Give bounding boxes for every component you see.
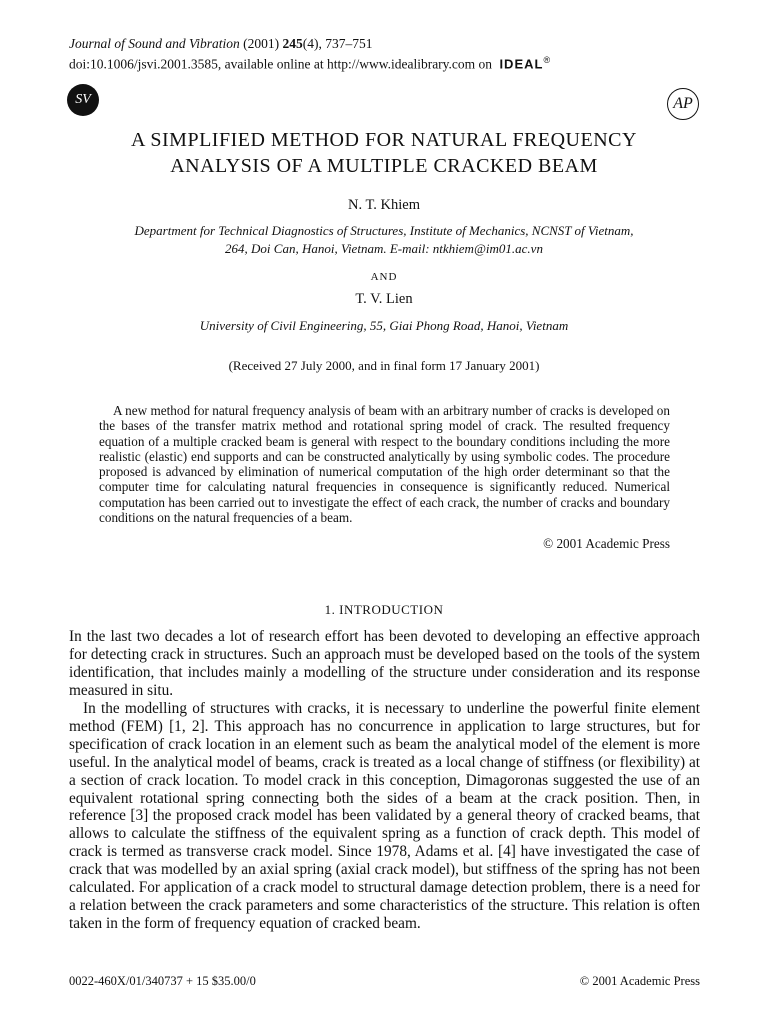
affiliation-1-line-1: Department for Technical Diagnostics of Structures, Institute of Mechanics, NCNST of Vietnam, bbox=[134, 223, 634, 238]
title-line-1: A SIMPLIFIED METHOD FOR NATURAL FREQUENCY bbox=[131, 129, 637, 151]
journal-volume: 245 bbox=[282, 36, 303, 51]
ap-logo bbox=[667, 88, 699, 120]
title-line-2: ANALYSIS OF A MULTIPLE CRACKED BEAM bbox=[170, 155, 598, 177]
affiliation-1 bbox=[60, 222, 708, 258]
abstract-copyright: © 2001 Academic Press bbox=[543, 536, 670, 551]
journal-year: (2001) bbox=[243, 36, 280, 51]
journal-header bbox=[69, 35, 551, 72]
body-paragraph-1: In the last two decades a lot of research effort has been devoted to developing an effective approach for detecting crack in structures. Such an approach must be developed based on the tools of the system identification, that includes mainly a modelling of the structure under consideration and its response measured in situ. bbox=[69, 628, 700, 699]
journal-name: Journal of Sound and Vibration bbox=[69, 36, 240, 51]
section-heading: 1. INTRODUCTION bbox=[324, 602, 444, 617]
author-1: N. T. Khiem bbox=[348, 197, 420, 213]
affiliation-1-line-2: 264, Doi Can, Hanoi, Vietnam. E-mail: ntkhiem@im01.ac.vn bbox=[225, 241, 543, 256]
and-separator: AND bbox=[370, 271, 398, 283]
doi-text[interactable]: doi:10.1006/jsvi.2001.3585, available online at http://www.idealibrary.com on bbox=[69, 56, 493, 72]
paper-title bbox=[60, 127, 708, 179]
doi-line bbox=[69, 52, 551, 72]
affiliation-2: University of Civil Engineering, 55, Giai Phong Road, Hanoi, Vietnam bbox=[199, 318, 569, 333]
ideal-logo bbox=[499, 52, 551, 72]
journal-issue-pages: (4), 737–751 bbox=[302, 36, 373, 51]
registered-mark: ® bbox=[543, 55, 552, 65]
citation-line bbox=[69, 35, 551, 52]
body-paragraph-2: In the modelling of structures with cracks, it is necessary to underline the powerful finite element method (FEM) [1, 2]. This approach has no concurrence in application to large structures, but for specification of crack location in an element such as beam the analytical model of the element is more useful. In the analytical model of beams, crack is treated as a local change of stiffness (or flexibility) at a section of crack location. To model crack in this conception, Dimagoronas suggested the use of an equivalent rotational spring connecting both the sides of a beam at the crack position. Then, in reference [3] the proposed crack model has been validated by a general theory of cracked beams, that allows to calculate the stiffness of the equivalent spring as a function of crack depth. This model of crack is termed as transverse crack model. Since 1978, Adams et al. [4] have investigated the case of crack that was modelled by an axial spring (axial crack model), but stiffness of the spring has not been calculated. For application of a crack model to structural damage detection problem, there is a need for a relation between the crack parameters and some characteristics of the structure. This relation is often taken in the form of frequency equation of cracked beam. bbox=[69, 700, 700, 932]
sv-logo bbox=[67, 84, 99, 116]
ideal-logo-text: IDEAL bbox=[499, 56, 544, 72]
ap-logo-text: AP bbox=[673, 95, 693, 112]
sv-logo-text: SV bbox=[75, 92, 91, 107]
author-2: T. V. Lien bbox=[355, 291, 413, 307]
footer-copyright: © 2001 Academic Press bbox=[579, 974, 700, 988]
received-dates: (Received 27 July 2000, and in final form 17 January 2001) bbox=[228, 358, 540, 373]
footer-code: 0022-460X/01/340737 + 15 $35.00/0 bbox=[69, 974, 256, 988]
abstract-text: A new method for natural frequency analysis of beam with an arbitrary number of cracks is developed on the bases of the transfer matrix method and rotational spring model of crack. The resulted frequency equation of a multiple cracked beam is general with respect to the boundary conditions including the more realistic (elastic) end supports and can be constructed analytically by using symbolic codes. The procedure proposed is advanced by elimination of numerical computation of the high order determinant so that the computer time for calculating natural frequencies in consequence is significantly reduced. Numerical computation has been carried out to investigate the effect of each crack, the number of cracks and boundary conditions on the natural frequencies of a beam. bbox=[99, 403, 670, 526]
